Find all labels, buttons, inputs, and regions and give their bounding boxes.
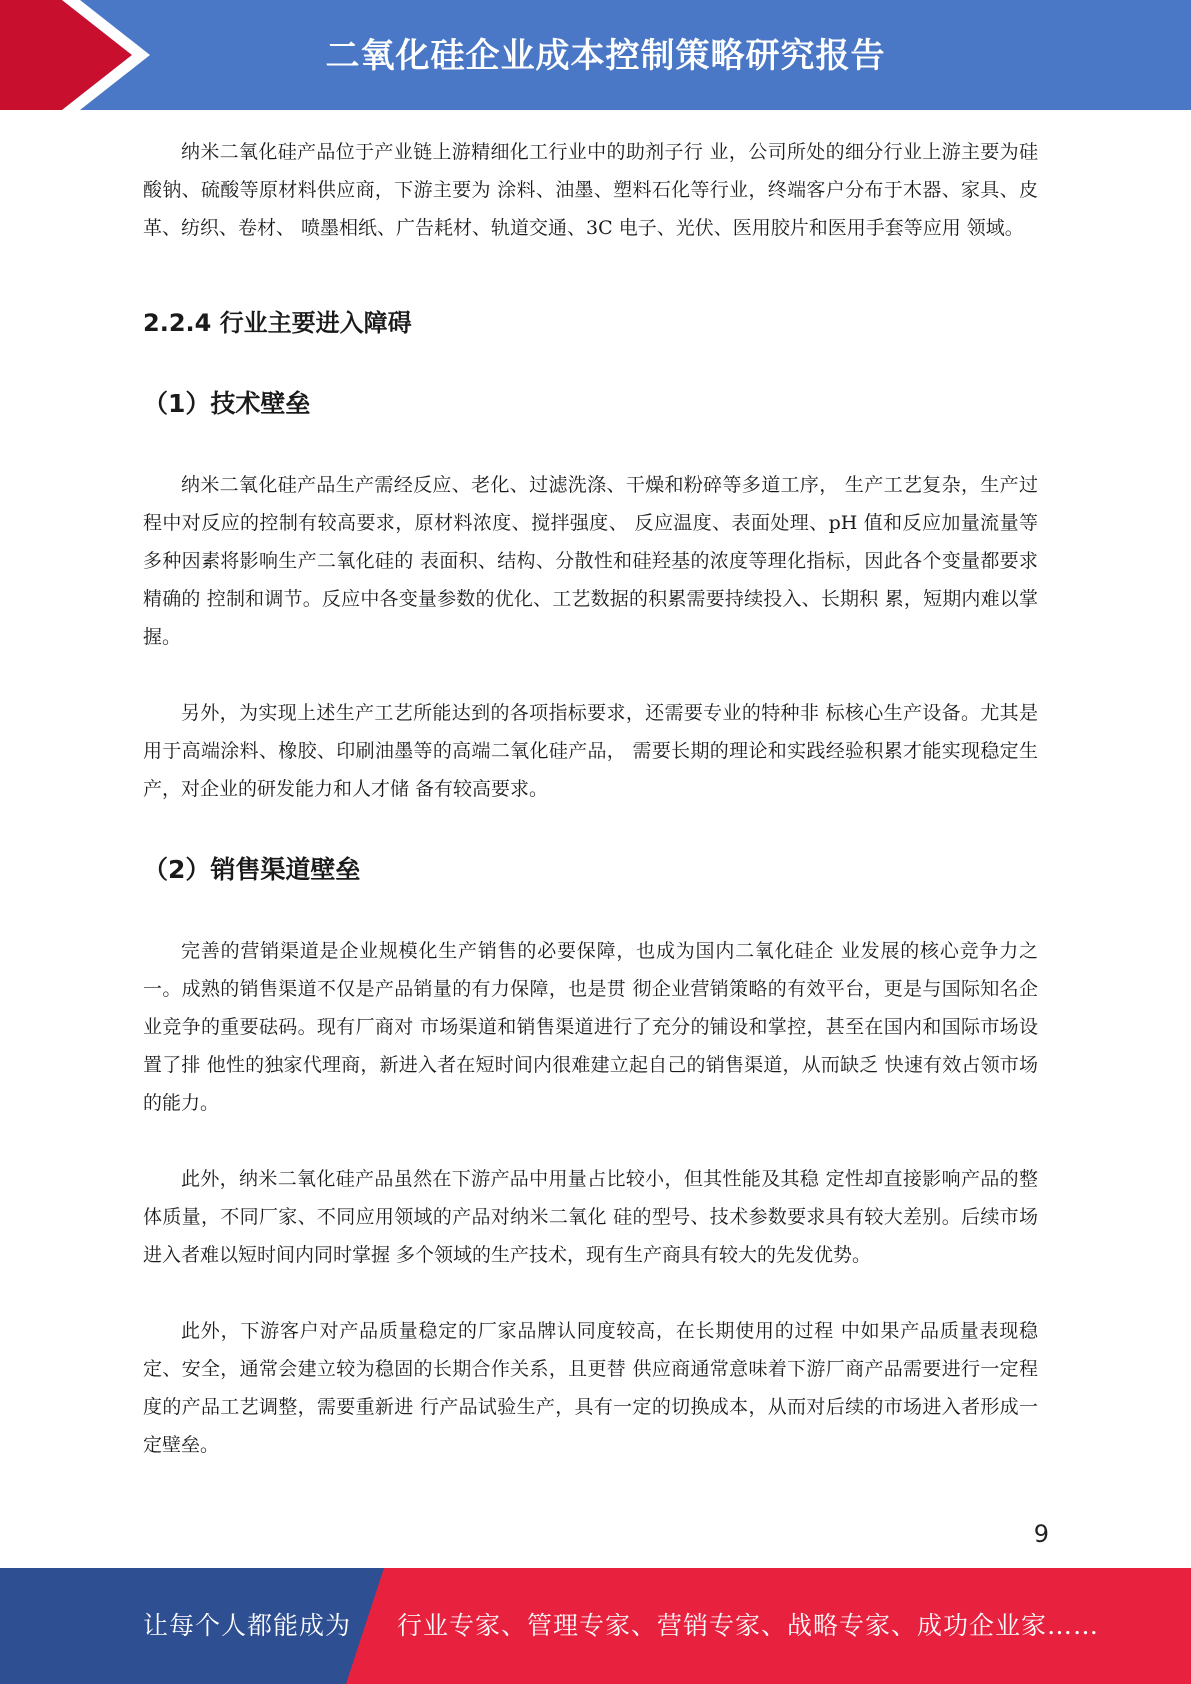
intro-paragraph: 纳米二氧化硅产品位于产业链上游精细化工行业中的助剂子行 业，公司所处的细分行业上游主要为硅酸钠、硫酸等原材料供应商，下游主要为 涂料、油墨、塑料石化等行业，终端客户分布于木器、家具、皮革、纺织、卷材、 喷墨相纸、广告耗材、轨道交通、3C 电子、光伏、医用胶片和医用手套等应用 领域。 (143, 141, 1038, 239)
page-content (143, 133, 1038, 1464)
footer-slogan-right: 行业专家、管理专家、营销专家、战略专家、成功企业家…… (397, 1611, 1100, 1640)
section-heading: 2.2.4 行业主要进入障碍 (143, 309, 412, 337)
tech-barrier-paragraph-1: 纳米二氧化硅产品生产需经反应、老化、过滤洗涤、干燥和粉碎等多道工序， 生产工艺复杂，生产过程中对反应的控制有较高要求，原材料浓度、搅拌强度、 反应温度、表面处理、pH 值和反应加量流量等多种因素将影响生产二氧化硅的 表面积、结构、分散性和硅羟基的浓度等理化指标，因此各个变量都要求精确的 控制和调节。反应中各变量参数的优化、工艺数据的积累需要持续投入、长期积 累，短期内难以掌握。 (143, 474, 1038, 648)
report-title: 二氧化硅企业成本控制策略研究报告 (325, 36, 886, 76)
subsection-heading-tech-barrier: （1）技术壁垒 (143, 389, 311, 418)
header-band (0, 0, 1191, 110)
footer-band (0, 1568, 1191, 1684)
sales-barrier-paragraph-1: 完善的营销渠道是企业规模化生产销售的必要保障，也成为国内二氧化硅企 业发展的核心竞争力之一。成熟的销售渠道不仅是产品销量的有力保障，也是贯 彻企业营销策略的有效平台，更是与国际知名企业竞争的重要砝码。现有厂商对 市场渠道和销售渠道进行了充分的铺设和掌控，甚至在国内和国际市场设置了排 他性的独家代理商，新进入者在短时间内很难建立起自己的销售渠道，从而缺乏 快速有效占领市场的能力。 (143, 940, 1038, 1114)
subsection-heading-sales-barrier: （2）销售渠道壁垒 (143, 855, 361, 884)
sales-barrier-body (143, 932, 1038, 1464)
footer-slogan-left: 让每个人都能成为 (143, 1611, 352, 1640)
tech-barrier-paragraph-2: 另外，为实现上述生产工艺所能达到的各项指标要求，还需要专业的特种非 标核心生产设备。尤其是用于高端涂料、橡胶、印刷油墨等的高端二氧化硅产品， 需要长期的理论和实践经验积累才能实现稳定生产，对企业的研发能力和人才储 备有较高要求。 (143, 702, 1038, 800)
sales-barrier-paragraph-2: 此外，纳米二氧化硅产品虽然在下游产品中用量占比较小，但其性能及其稳 定性却直接影响产品的整体质量，不同厂家、不同应用领域的产品对纳米二氧化 硅的型号、技术参数要求具有较大差别。后续市场进入者难以短时间内同时掌握 多个领域的生产技术，现有生产商具有较大的先发优势。 (143, 1168, 1038, 1266)
sales-barrier-paragraph-3: 此外，下游客户对产品质量稳定的厂家品牌认同度较高，在长期使用的过程 中如果产品质量表现稳定、安全，通常会建立较为稳固的长期合作关系，且更替 供应商通常意味着下游厂商产品需要进行一定程度的产品工艺调整，需要重新进 行产品试验生产，具有一定的切换成本，从而对后续的市场进入者形成一定壁垒。 (143, 1320, 1038, 1456)
tech-barrier-body (143, 466, 1038, 808)
page-number: 9 (1033, 1520, 1049, 1548)
